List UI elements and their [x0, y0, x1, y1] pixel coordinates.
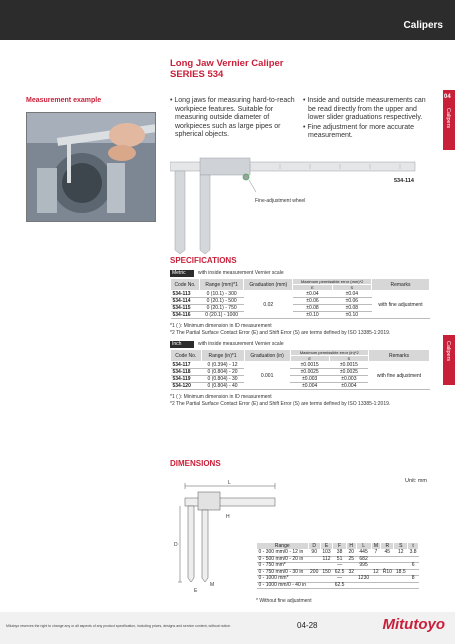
cell-l: 1230 — [358, 575, 370, 581]
cell-range: 0 (0.804) - 40 — [201, 383, 244, 390]
col-e: E — [320, 543, 332, 550]
cell-s: ±0.04 — [332, 291, 371, 298]
dim-label-h: H — [226, 514, 230, 520]
footer — [0, 612, 455, 644]
dim-label-m: M — [210, 582, 215, 588]
measurement-example-photo — [26, 112, 156, 222]
cell-s: 12 — [394, 550, 408, 557]
col-h: H — [346, 543, 356, 550]
cell-range: 0 (20.1) - 500 — [200, 298, 244, 305]
cell-range: 0 - 1000 mm* — [257, 576, 309, 583]
product-title-line2: SERIES 534 — [170, 69, 224, 80]
side-tab-label: Calipers — [445, 341, 451, 362]
cell-r — [381, 582, 394, 589]
col-m: M — [371, 543, 381, 550]
cell-h: 32 — [348, 568, 355, 575]
dim-label-e: E — [194, 588, 198, 594]
col-d: D — [308, 543, 320, 550]
feature-list-right — [303, 97, 433, 142]
dim-label-l: L — [228, 480, 231, 486]
cell-s: ±0.0015 — [329, 362, 368, 369]
cell-range: 0 - 300 mm/0 - 12 in — [257, 550, 309, 557]
col-range: Range — [257, 543, 309, 550]
dimensions-note: * Without fine adjustment — [256, 598, 312, 604]
cell-e: ±0.0025 — [290, 369, 329, 376]
col-r: R — [381, 543, 394, 550]
page-number: 04-28 — [297, 621, 318, 630]
cell-d — [308, 582, 320, 589]
cell-s: ±0.08 — [332, 305, 371, 312]
cell-d: 90 — [308, 550, 320, 557]
cell-e: ±0.04 — [293, 291, 332, 298]
col-error-s: S — [329, 356, 368, 362]
col-remarks: Remarks — [372, 279, 430, 291]
cell-e: ±0.004 — [290, 383, 329, 390]
cell-code: 534-120 — [171, 383, 202, 390]
cell-f: — — [333, 576, 347, 583]
footnote: *2 The Partial Surface Contact Error (E) and Shift Error (S) are terms defined by ISO 13385-1:2019. — [170, 329, 391, 336]
cell-s: ±0.003 — [329, 376, 368, 383]
cell-f: 62.5 — [334, 581, 345, 588]
cell-range: 0 (20.1) - 1000 — [200, 312, 244, 319]
cell-s — [394, 582, 408, 589]
cell-code: 534-117 — [171, 362, 202, 369]
col-error: Maximum permissible error (in)*2 — [290, 350, 368, 356]
cell-e: ±0.08 — [293, 305, 332, 312]
cell-range: 0 (10.1) - 300 — [200, 291, 244, 298]
cell-code: 534-116 — [171, 312, 200, 319]
col-remarks: Remarks — [368, 350, 429, 362]
col-error-e: E — [293, 285, 332, 291]
cell-l: 445 — [356, 550, 371, 557]
table-row — [171, 362, 430, 369]
product-title-line1: Long Jaw Vernier Caliper — [170, 58, 284, 69]
caliper-product-image — [170, 150, 420, 260]
unit-label: Unit: mm — [405, 478, 427, 484]
cell-e: 103 — [322, 549, 331, 555]
table-row — [257, 582, 419, 589]
cell-t: 6 — [408, 563, 419, 570]
section-title: Calipers — [403, 20, 443, 31]
cell-h: 25 — [348, 555, 355, 562]
cell-t: 8 — [408, 576, 419, 583]
feature-bullet: • Long jaws for measuring hard-to-reach workpiece features. Suitable for measuring outside diameter of workpieces such as large pipes or spherical objects. — [170, 97, 295, 139]
inch-tag: Inch — [170, 341, 194, 348]
cell-remarks: with fine adjustment — [368, 362, 429, 390]
cell-range: 0 (0.804) - 20 — [201, 369, 244, 376]
cell-e: ±0.06 — [293, 298, 332, 305]
metric-spec-table — [170, 278, 430, 319]
metric-tag: Metric — [170, 270, 194, 277]
cell-e: ±0.10 — [293, 312, 332, 319]
cell-r: 45 — [381, 550, 394, 557]
model-label: 534-114 — [394, 178, 414, 184]
table-row — [171, 291, 430, 298]
cell-e: ±0.003 — [290, 376, 329, 383]
cell-graduation: 0.02 — [244, 291, 293, 319]
col-l: L — [356, 543, 371, 550]
cell-l: 995 — [356, 563, 371, 570]
cell-code: 534-118 — [171, 369, 202, 376]
col-error: Maximum permissible error (mm)*2 — [293, 279, 372, 285]
footnote: *1 ( ): Minimum dimension in ID measurement — [170, 394, 272, 400]
col-error-e: E — [290, 356, 329, 362]
col-graduation: Graduation (mm) — [244, 279, 293, 291]
col-range: Range (in)*1 — [201, 350, 244, 362]
cell-h — [346, 582, 356, 589]
cell-code: 534-114 — [171, 298, 200, 305]
header-bar — [0, 0, 455, 40]
cell-f: — — [333, 563, 347, 570]
cell-range: 0 (0.804) - 30 — [201, 376, 244, 383]
col-code: Code No. — [171, 279, 200, 291]
metric-note: with inside measurement Vernier scale — [198, 270, 284, 276]
feature-list-left — [170, 97, 295, 141]
side-tab-calipers-secondary[interactable] — [443, 335, 455, 385]
chapter-number: 04 — [444, 94, 451, 100]
cell-f: 51 — [333, 556, 347, 563]
col-range: Range (mm)*1 — [200, 279, 244, 291]
measurement-example-label: Measurement example — [26, 97, 102, 104]
fine-adjustment-label: Fine-adjustment wheel — [255, 198, 306, 204]
side-tab-label: Calipers — [445, 108, 451, 129]
cell-range: 0 (20.1) - 750 — [200, 305, 244, 312]
disclaimer: Mitutoyo reserves the right to change any or all aspects of any product specification, including prices, designs and service content, without notice. — [6, 624, 231, 628]
metric-footnotes — [170, 323, 390, 336]
product-title — [170, 58, 284, 80]
cell-range: 0 - 750 mm* — [257, 563, 309, 570]
cell-e: ±0.0015 — [290, 362, 329, 369]
cell-l — [356, 582, 371, 589]
cell-remarks: with fine adjustment — [372, 291, 430, 319]
col-graduation: Graduation (in) — [244, 350, 290, 362]
cell-e — [320, 582, 332, 589]
footnote: *2 The Partial Surface Contact Error (E) and Shift Error (S) are terms defined by ISO 13385-1:2019. — [170, 400, 391, 407]
col-s: S — [394, 543, 408, 550]
cell-e: 112 — [320, 556, 332, 563]
cell-range: 0 - 750 mm/0 - 30 in — [257, 569, 309, 576]
cell-s: ±0.06 — [332, 298, 371, 305]
cell-s: ±0.004 — [329, 383, 368, 390]
cell-t: 3.8 — [409, 549, 417, 555]
inch-note: with inside measurement Vernier scale — [198, 341, 284, 347]
col-code: Code No. — [171, 350, 202, 362]
cell-s: ±0.10 — [332, 312, 371, 319]
cell-m: 12 — [373, 568, 379, 575]
cell-range: 0 - 500 mm/0 - 20 in — [257, 556, 309, 563]
cell-code: 534-113 — [171, 291, 200, 298]
inch-spec-table — [170, 349, 430, 390]
feature-bullet: • Fine adjustment for more accurate measurement. — [303, 123, 414, 140]
cell-l: 682 — [356, 556, 371, 563]
side-tab-calipers[interactable] — [443, 90, 455, 150]
cell-t — [408, 582, 419, 589]
cell-e: 150 — [322, 568, 331, 575]
cell-h: 20 — [348, 549, 355, 555]
cell-range: 0 - 1000 mm/0 - 40 in — [258, 581, 307, 588]
cell-code: 534-119 — [171, 376, 202, 383]
col-t: t — [408, 543, 419, 550]
cell-code: 534-115 — [171, 305, 200, 312]
cell-m: 7 — [371, 550, 381, 557]
brand-logo: Mitutoyo — [382, 616, 445, 633]
dim-label-d: D — [174, 542, 178, 548]
inch-footnotes — [170, 394, 390, 407]
specifications-heading: SPECIFICATIONS — [170, 256, 237, 265]
cell-graduation: 0.001 — [244, 362, 290, 390]
cell-m — [371, 582, 381, 589]
col-f: F — [333, 543, 347, 550]
cell-r: Ř10 — [382, 568, 392, 575]
dimensions-table — [256, 542, 419, 589]
feature-bullet: • Inside and outside measurements can be read directly from the upper and lower slider graduations respectively. — [303, 97, 426, 122]
cell-d: 200 — [310, 568, 319, 575]
cell-range: 0 (0.394) - 12 — [201, 362, 244, 369]
dimensions-heading: DIMENSIONS — [170, 459, 221, 468]
cell-s: ±0.0025 — [329, 369, 368, 376]
cell-f: 62.5 — [334, 568, 345, 575]
cell-s: 18.5 — [395, 568, 406, 575]
footnote: *1 ( ): Minimum dimension in ID measurement — [170, 323, 272, 329]
cell-f: 38 — [333, 550, 347, 557]
col-error-s: S — [332, 285, 371, 291]
